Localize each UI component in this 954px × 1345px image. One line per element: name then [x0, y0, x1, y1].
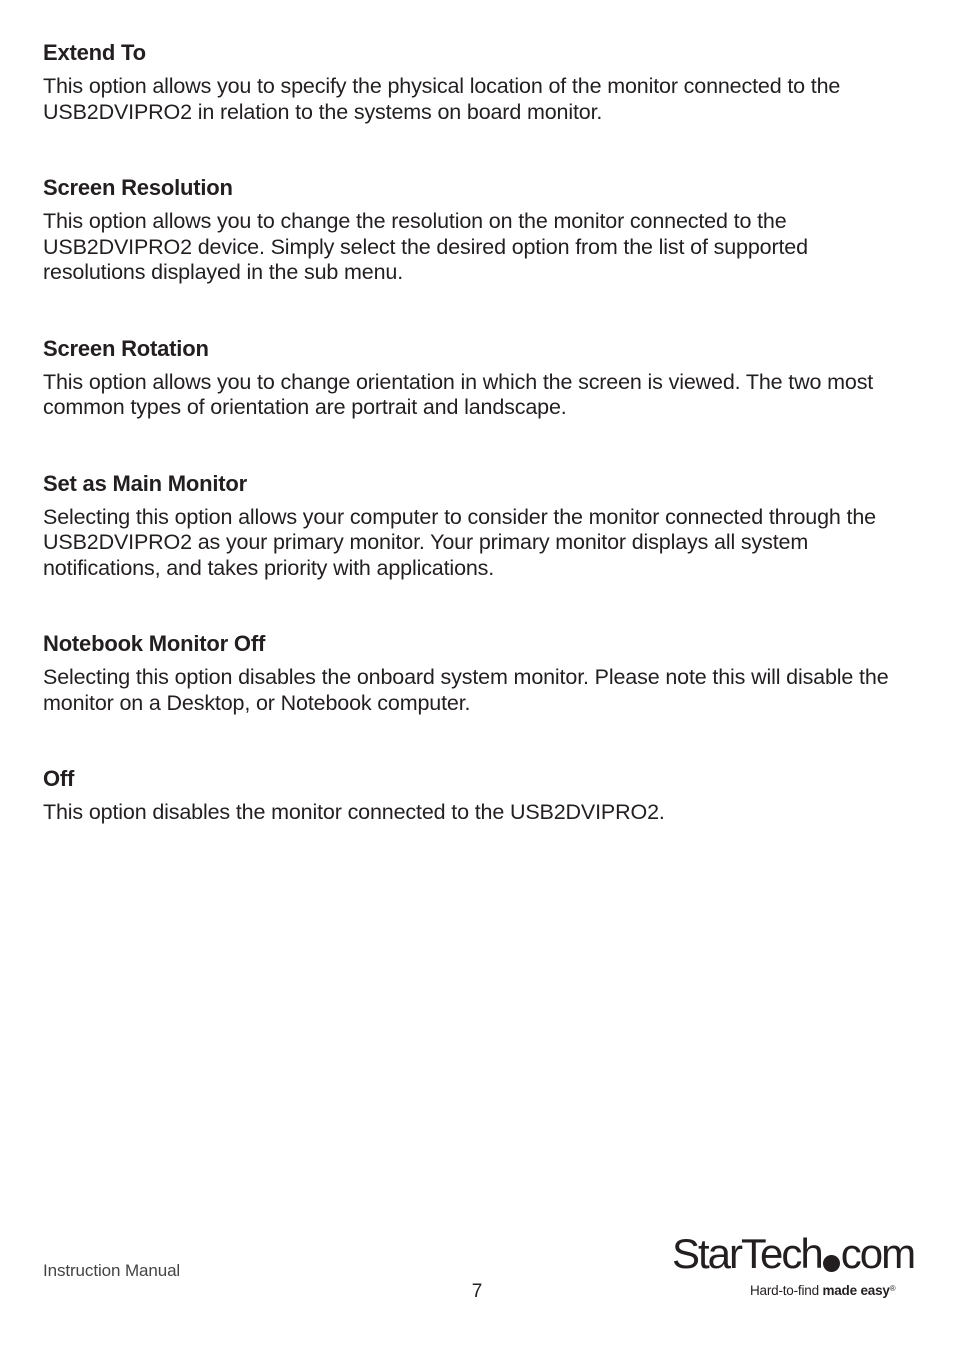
section-heading: Extend To [43, 40, 146, 65]
registered-mark: ® [889, 1284, 896, 1293]
section-body: Selecting this option allows your computer to consider the monitor connected through the USB2DVIPRO2 as your primary monitor. Your primary monitor displays all system notifications, and takes priority with applications. [43, 504, 876, 580]
section-heading: Screen Resolution [43, 175, 233, 200]
section-body: Selecting this option disables the onboard system monitor. Please note this will disable the monitor on a Desktop, or Notebook computer. [43, 665, 889, 715]
section-body: This option disables the monitor connected to the USB2DVIPRO2. [43, 800, 665, 824]
section-heading: Notebook Monitor Off [43, 631, 266, 656]
section-set-as-main-monitor [43, 469, 913, 582]
section-heading: Set as Main Monitor [43, 470, 247, 496]
section-heading: Screen Rotation [43, 335, 209, 361]
logo-brand: StarTech [672, 1230, 822, 1277]
footer-label: Instruction Manual [43, 1261, 181, 1280]
tagline-bold: made easy [822, 1283, 890, 1298]
page-number: 7 [471, 1281, 483, 1302]
section-screen-resolution [43, 173, 913, 286]
section-heading: Off [43, 766, 75, 791]
section-screen-rotation [43, 334, 913, 421]
startech-logo [672, 1230, 915, 1305]
section-notebook-monitor-off [43, 629, 913, 716]
manual-page-content [43, 38, 913, 826]
logo-wordmark [672, 1230, 914, 1278]
section-extend-to [43, 38, 913, 125]
logo-dot-icon [823, 1255, 840, 1272]
section-body: This option allows you to specify the physical location of the monitor connected to the USB2DVIPRO2 in relation to the systems on board monitor. [43, 74, 841, 124]
section-body: This option allows you to change orientation in which the screen is viewed. The two most common types of orientation are portrait and landscape. [43, 369, 874, 419]
section-off [43, 764, 913, 826]
section-body: This option allows you to change the resolution on the monitor connected to the USB2DVIPRO2 device. Simply select the desired option from the list of supported resolutions displayed in the sub menu. [43, 209, 808, 284]
logo-tld: com [840, 1230, 915, 1277]
tagline-light: Hard-to-find [750, 1283, 823, 1298]
logo-tagline [750, 1283, 895, 1298]
